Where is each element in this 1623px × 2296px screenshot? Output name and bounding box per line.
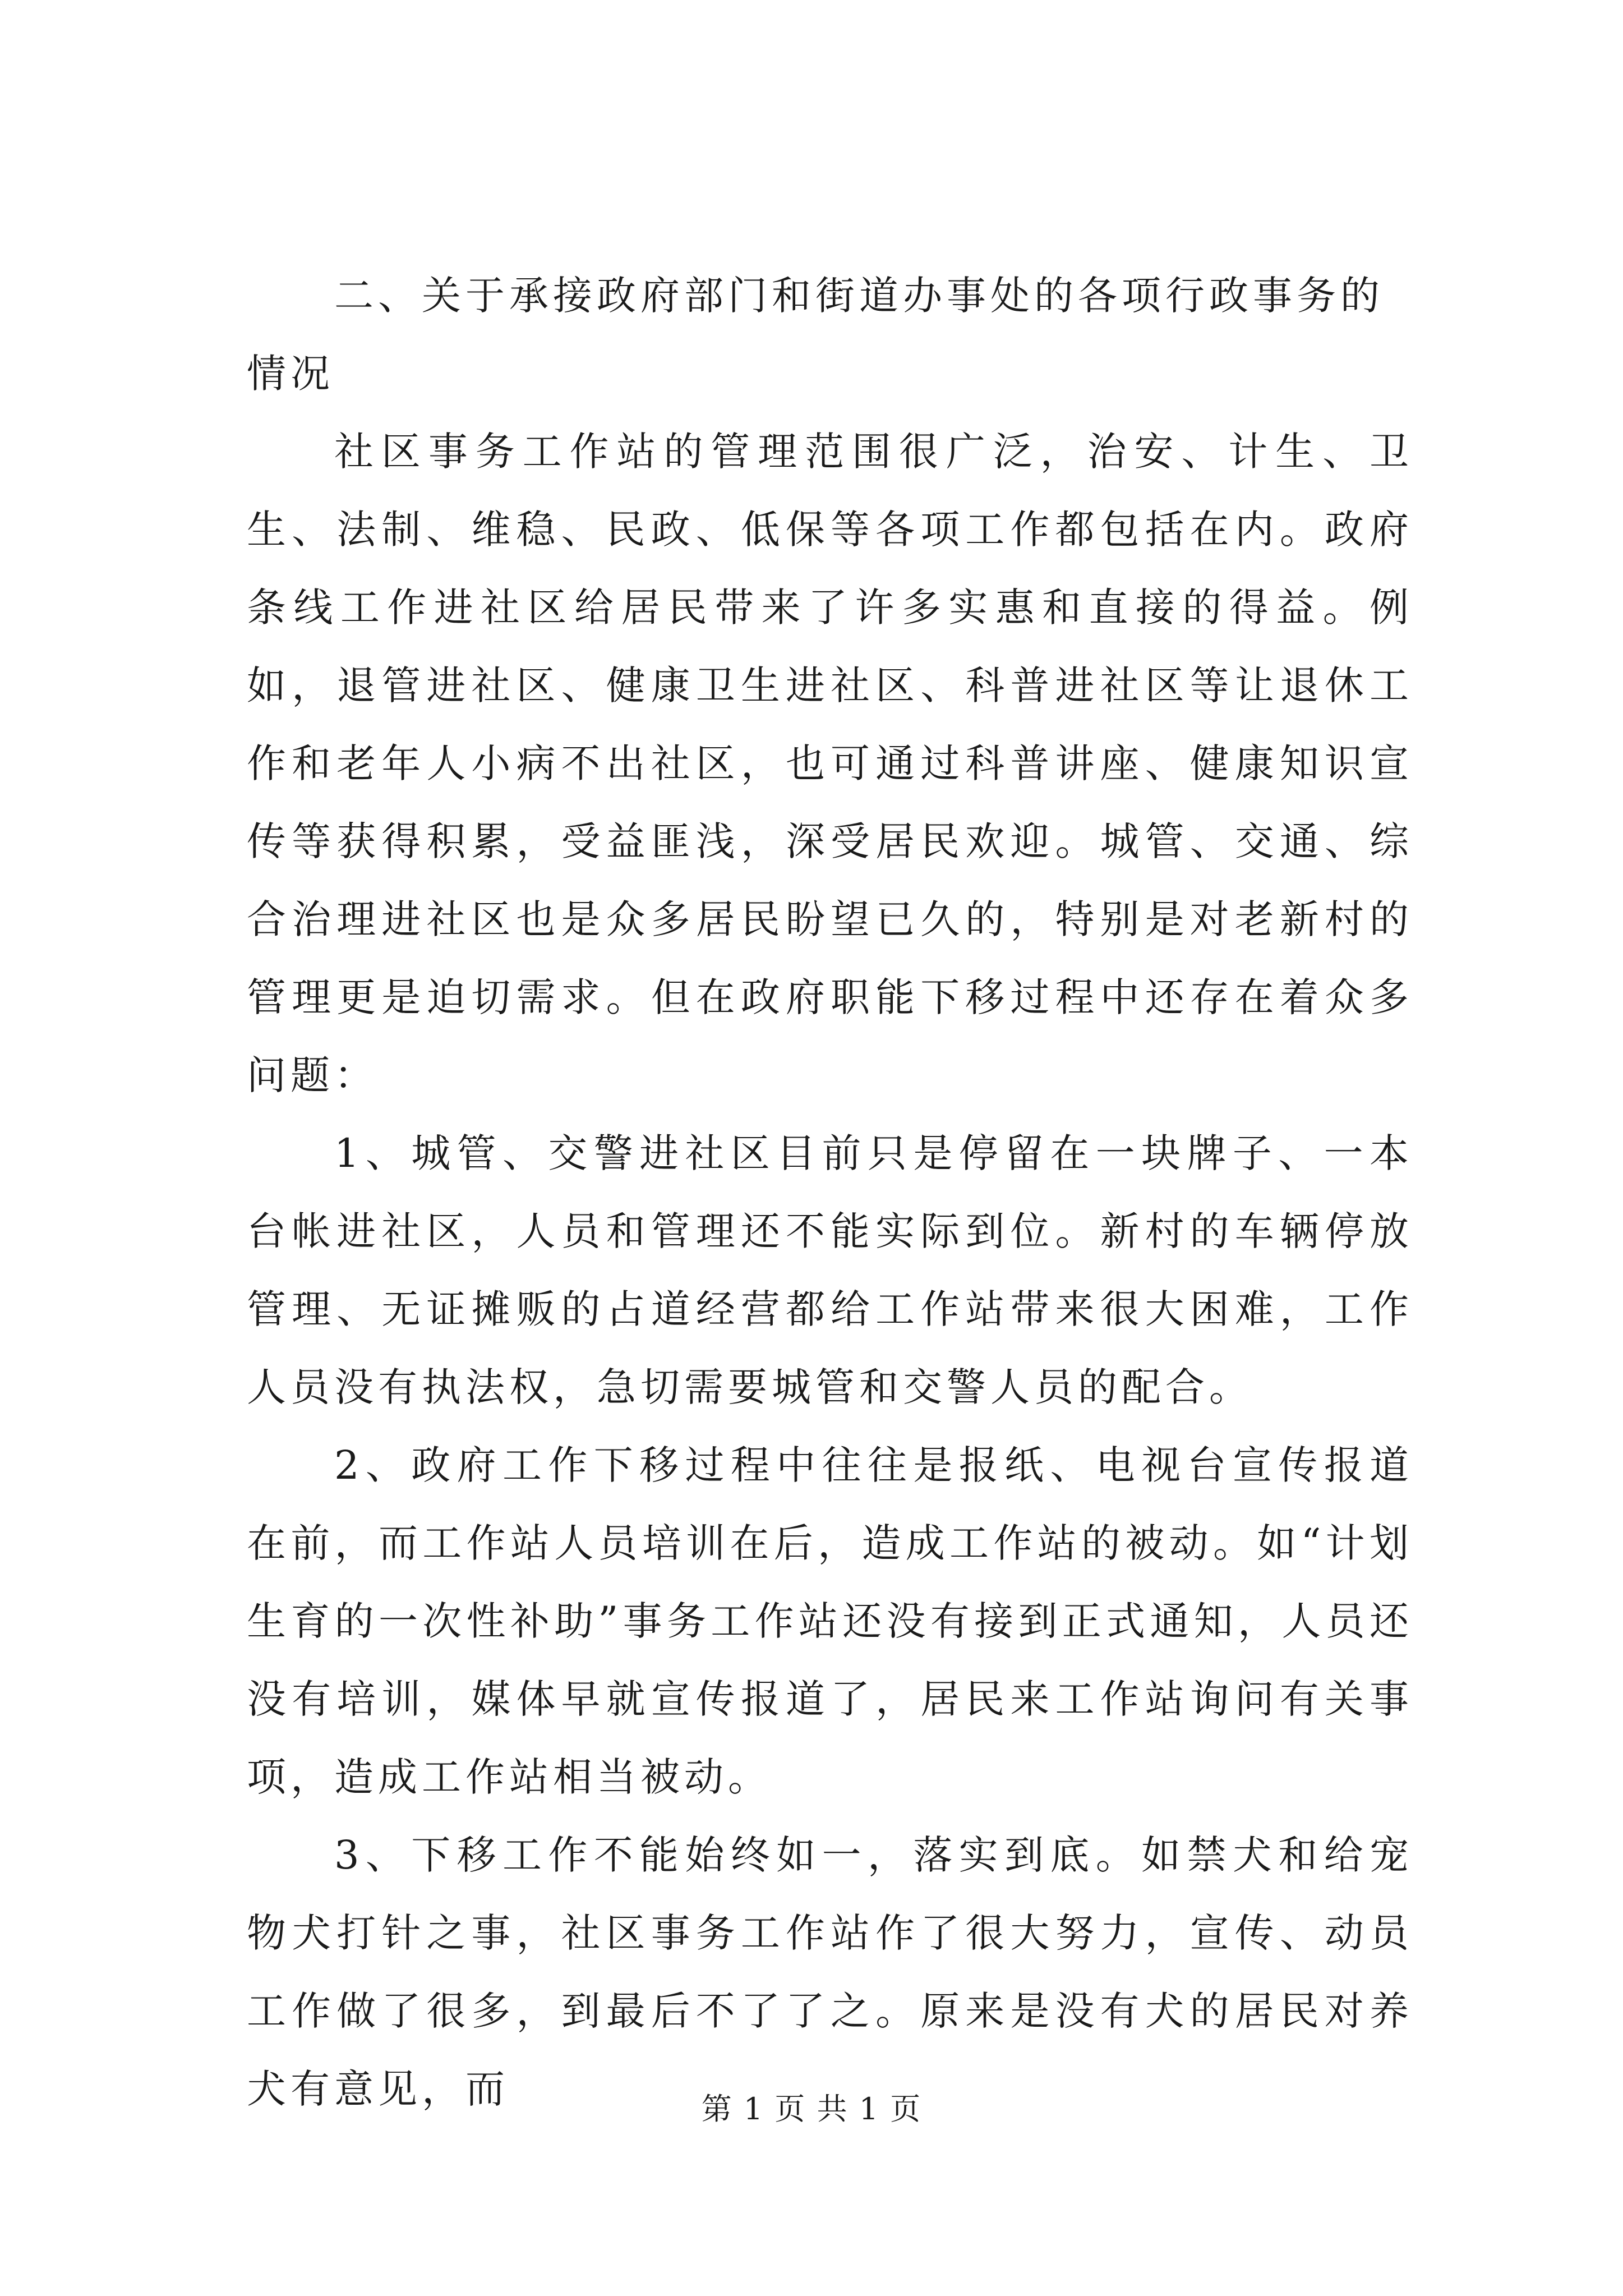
paragraph-item-1: 1、城管、交警进社区目前只是停留在一块牌子、一本台帐进社区，人员和管理还不能实际到位。新村的车辆停放管理、无证摊贩的占道经营都给工作站带来很大困难，工作人员没有执法权，急切需要城管和交警人员的配合。 — [247, 1130, 1413, 1410]
paragraph-item-2: 2、政府工作下移过程中往往是报纸、电视台宣传报道在前，而工作站人员培训在后，造成工作站的被动。如“计划生育的一次性补助”事务工作站还没有接到正式通知，人员还没有培训，媒体早就宣传报道了，居民来工作站询问有关事项，造成工作站相当被动。 — [247, 1442, 1413, 1800]
page-footer: 第 1 页 共 1 页 — [701, 2091, 922, 2127]
paragraph-overview: 社区事务工作站的管理范围很广泛，治安、计生、卫生、法制、维稳、民政、低保等各项工作都包括在内。政府条线工作进社区给居民带来了许多实惠和直接的得益。例如，退管进社区、健康卫生进社区、科普进社区等让退休工作和老年人小病不出社区，也可通过科普讲座、健康知识宣传等获得积累，受益匪浅，深受居民欢迎。城管、交通、综合治理进社区也是众多居民盼望已久的，特别是对老新村的管理更是迫切需求。但在政府职能下移过程中还存在着众多问题： — [247, 429, 1413, 1098]
document-body — [247, 257, 1413, 2128]
section-heading: 二、关于承接政府部门和街道办事处的各项行政事务的情况 — [247, 273, 1384, 397]
paragraph-item-3: 3、下移工作不能始终如一，落实到底。如禁犬和给宠物犬打针之事，社区事务工作站作了很大努力，宣传、动员工作做了很多，到最后不了了之。原来是没有犬的居民对养犬有意见，而 — [247, 1832, 1413, 2112]
